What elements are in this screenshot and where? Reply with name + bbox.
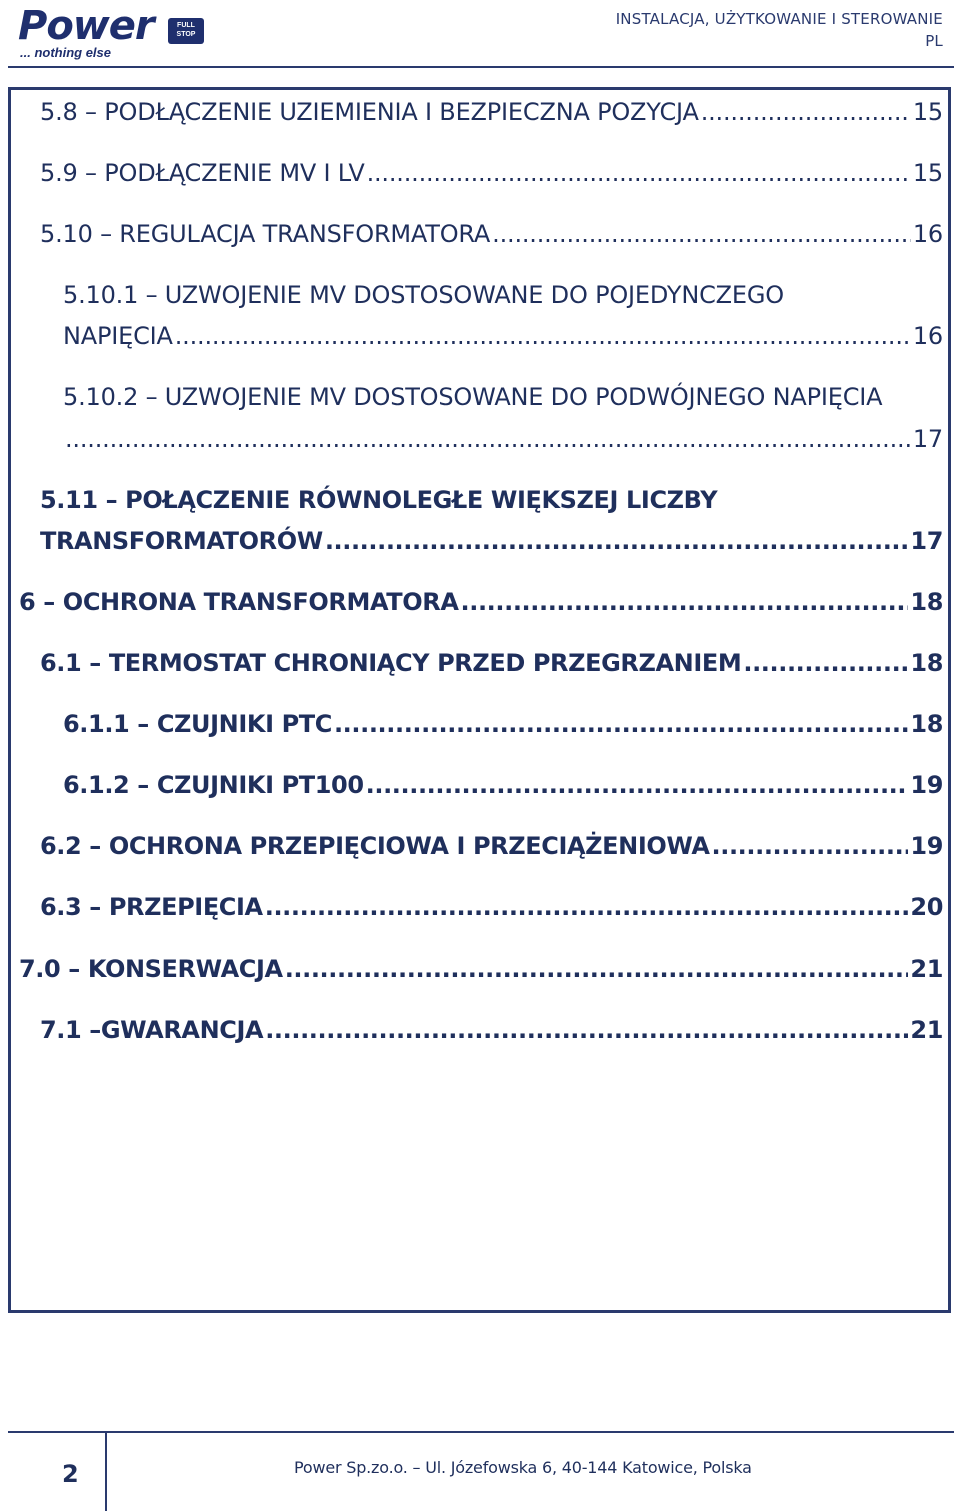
logo-badge-line1: FULL bbox=[177, 22, 195, 29]
toc-entry-title: 6.1.1 – CZUJNIKI PTC bbox=[63, 710, 332, 738]
toc-entry-page: 18 bbox=[910, 710, 943, 738]
toc-dot-leader bbox=[325, 526, 909, 556]
toc-entry-title: 6 – OCHRONA TRANSFORMATORA bbox=[19, 588, 459, 616]
toc-dot-leader bbox=[366, 770, 909, 800]
toc-entry-6-1-2[interactable] bbox=[63, 770, 943, 800]
toc-entry-6-2[interactable] bbox=[40, 831, 943, 861]
toc-entry-page: 21 bbox=[910, 955, 943, 983]
toc-entry-page: 17 bbox=[912, 425, 943, 453]
logo-badge-line2: STOP bbox=[176, 31, 196, 38]
header-title: INSTALACJA, UŻYTKOWANIE I STEROWANIE bbox=[615, 10, 943, 28]
footer-divider bbox=[8, 1431, 954, 1433]
toc-entry-title: 6.1.2 – CZUJNIKI PT100 bbox=[63, 771, 364, 799]
toc-entry-5-10-1-line1[interactable]: 5.10.1 – UZWOJENIE MV DOSTOSOWANE DO POJEDYNCZEGO bbox=[63, 281, 784, 309]
logo-slogan: ... nothing else bbox=[20, 45, 112, 60]
toc-dot-leader bbox=[701, 97, 911, 127]
toc-entry-5-11[interactable] bbox=[40, 526, 943, 556]
toc-entry-title: 6.2 – OCHRONA PRZEPIĘCIOWA I PRZECIĄŻENIOWA bbox=[40, 832, 710, 860]
toc-entry-5-10-2-line1[interactable]: 5.10.2 – UZWOJENIE MV DOSTOSOWANE DO PODWÓJNEGO NAPIĘCIA bbox=[63, 383, 883, 411]
toc-entry-page: 19 bbox=[910, 832, 943, 860]
toc-entry-5-10[interactable] bbox=[40, 219, 943, 249]
toc-entry-5-11-line1[interactable]: 5.11 – POŁĄCZENIE RÓWNOLEGŁE WIĘKSZEJ LICZBY bbox=[40, 486, 718, 514]
toc-entry-title: 5.10 – REGULACJA TRANSFORMATORA bbox=[40, 220, 491, 248]
toc-entry-title: 5.9 – PODŁĄCZENIE MV I LV bbox=[40, 159, 365, 187]
toc-entry-6-3[interactable] bbox=[40, 892, 943, 922]
toc-entry-page: 17 bbox=[910, 527, 943, 555]
toc-entry-6[interactable] bbox=[19, 587, 943, 617]
toc-entry-page: 18 bbox=[910, 649, 943, 677]
toc-dot-leader bbox=[367, 158, 911, 188]
toc-entry-7-0[interactable] bbox=[19, 954, 943, 984]
toc-entry-page: 16 bbox=[912, 220, 943, 248]
toc-entry-page: 15 bbox=[912, 98, 943, 126]
toc-entry-title: 7.1 –GWARANCJA bbox=[40, 1016, 264, 1044]
toc-entry-page: 16 bbox=[912, 322, 943, 350]
logo-wordmark: Power bbox=[18, 3, 154, 49]
toc-entry-5-9[interactable] bbox=[40, 158, 943, 188]
toc-entry-6-1-1[interactable] bbox=[63, 709, 943, 739]
toc-entry-title: 5.8 – PODŁĄCZENIE UZIEMIENIA I BEZPIECZNA POZYCJA bbox=[40, 98, 699, 126]
toc-dot-leader bbox=[334, 709, 908, 739]
toc-dot-leader bbox=[461, 587, 909, 617]
toc-dot-leader bbox=[65, 424, 911, 454]
toc-dot-leader bbox=[265, 892, 909, 922]
toc-entry-page: 15 bbox=[912, 159, 943, 187]
toc-entry-page: 20 bbox=[910, 893, 943, 921]
header-divider bbox=[8, 66, 954, 68]
toc-entry-title: 7.0 – KONSERWACJA bbox=[19, 955, 283, 983]
toc-dot-leader bbox=[285, 954, 909, 984]
toc-entry-title: TRANSFORMATORÓW bbox=[40, 527, 323, 555]
toc-frame bbox=[8, 87, 951, 1313]
toc-dot-leader bbox=[743, 648, 908, 678]
toc-entry-title: 6.3 – PRZEPIĘCIA bbox=[40, 893, 263, 921]
toc-entry-page: 21 bbox=[910, 1016, 943, 1044]
page-number: 2 bbox=[62, 1460, 79, 1488]
header-title-block bbox=[616, 8, 943, 52]
toc-dot-leader bbox=[265, 1015, 908, 1045]
footer-vertical-divider bbox=[105, 1431, 107, 1511]
toc-entry-5-10-1[interactable] bbox=[63, 321, 943, 351]
logo-badge bbox=[168, 18, 204, 44]
toc-dot-leader bbox=[492, 219, 911, 249]
footer-address: Power Sp.zo.o. – Ul. Józefowska 6, 40-144 Katowice, Polska bbox=[294, 1458, 752, 1477]
toc-dot-leader bbox=[712, 831, 909, 861]
toc-entry-7-1[interactable] bbox=[40, 1015, 943, 1045]
toc-entry-5-8[interactable] bbox=[40, 97, 943, 127]
toc-entry-page: 19 bbox=[910, 771, 943, 799]
company-logo bbox=[18, 4, 198, 64]
toc-entry-title: NAPIĘCIA bbox=[63, 322, 173, 350]
toc-entry-6-1[interactable] bbox=[40, 648, 943, 678]
header-language: PL bbox=[925, 32, 943, 50]
toc-dot-leader bbox=[175, 321, 911, 351]
toc-entry-title: 6.1 – TERMOSTAT CHRONIĄCY PRZED PRZEGRZANIEM bbox=[40, 649, 742, 677]
toc-entry-5-10-2[interactable] bbox=[63, 424, 943, 454]
toc-entry-page: 18 bbox=[910, 588, 943, 616]
